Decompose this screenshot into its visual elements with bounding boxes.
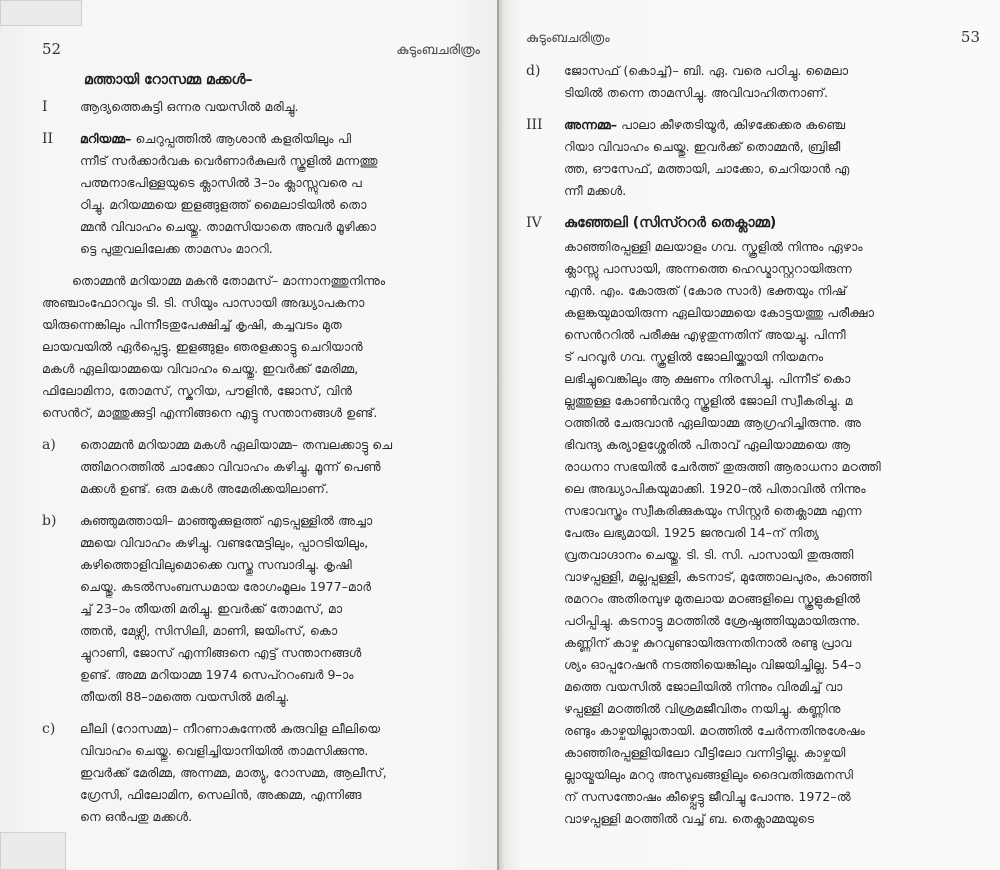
paragraph-thomas xyxy=(42,270,480,424)
text-line: ക്ലാസ്സു പാസായി, അന്നത്തെ ഹെഡ്മാസ്റ്ററായിരുന്ന xyxy=(564,261,852,276)
text-line: ന് സസന്തോഷം കീഴ്പ്പെട്ടു ജീവിച്ചു പോന്നു. 1972–ൽ xyxy=(564,789,851,804)
item-marker-b: b) xyxy=(42,513,57,529)
text-line: ത്തൻ, മേഴ്സി, സിസിലി, മാണി, ജയിംസ്, കൊ xyxy=(80,623,338,638)
text-line: കളങ്കയുമായിരുന്ന ഏലിയാമ്മയെ കോട്ടയത്തു പരീക്ഷാ xyxy=(564,305,874,320)
page-number-left: 52 xyxy=(42,40,62,58)
left-page xyxy=(0,0,498,870)
text-line: ചെയ്തു. കടൽസംബന്ധമായ രോഗംമൂലം 1977–മാർ xyxy=(80,579,372,594)
gutter-shadow xyxy=(499,0,505,870)
text-line: മത്തെ വയസിൽ ജോലിയിൽ നിന്നും വിരമിച്ച് വാ xyxy=(564,679,843,694)
text-line: രാധനാ സഭയിൽ ചേർത്ത് തുരുത്തി ആരാധനാ മഠത്തി xyxy=(564,459,881,474)
text-line: കുഞ്ഞുമത്തായി– മാഞ്ഞൂക്കുളത്ത് എടപ്പള്ളിൽ അച്ചാ xyxy=(80,513,373,528)
text-line: വിവാഹം ചെയ്തു. വെളിച്ചിയാനിയിൽ താമസിക്കുന്നു. xyxy=(80,743,369,758)
item-IV-text xyxy=(564,212,980,830)
running-head-right: കുടുംബചരിത്രം xyxy=(526,31,610,46)
text-line xyxy=(80,128,480,150)
item-c xyxy=(42,718,480,828)
item-marker-II: II xyxy=(42,131,54,147)
text-line: ഴപ്പള്ളി മഠത്തിൽ വിശ്രമജീവിതം നയിച്ചു. കണ്ണിനു xyxy=(564,701,841,716)
text-line: സഭാവസ്ത്രം സ്വീകരിക്കുകയും സിസ്റ്റർ തെക്ലാമ്മ എന്ന xyxy=(564,503,862,518)
item-marker-d: d) xyxy=(526,63,541,79)
item-III-text xyxy=(564,114,980,202)
text-line: ച്ച് 23–ാം തീയതി മരിച്ചു. ഇവർക്ക് തോമസ്, മാ xyxy=(80,601,343,616)
text-line: മകൾ ഏലിയാമ്മയെ വിവാഹം ചെയ്തു. ഇവർക്ക് മേരിമ്മ, xyxy=(42,361,359,376)
text-line: ത്ത, ഔസേഫ്, മത്തായി, ചാക്കോ, ചെറിയാൻ എ xyxy=(564,161,850,176)
paragraph-thomas-text xyxy=(42,270,480,424)
text-line: ഗ്രേസി, ഫിലോമിന, സെലിൻ, അക്കമ്മ, എന്നിങ്ങ xyxy=(80,787,362,802)
item-II-text xyxy=(80,128,480,260)
library-stamp-mark-bottom xyxy=(0,832,66,870)
text-line: പത്മനാഭപിള്ളയുടെ ക്ലാസിൽ 3–ാം ക്ലാസ്സുവരെ പ xyxy=(80,175,362,190)
text-line: വാഴപ്പള്ളി മഠത്തിൽ വച്ച് ബ. തെക്ലാമ്മയുടെ xyxy=(564,811,815,826)
text-line-content: ചെറുപ്പത്തിൽ ആശാൻ കളരിയിലും പി xyxy=(135,131,352,146)
right-page-header xyxy=(526,28,980,46)
text-line: ല്ലത്തുള്ള കോൺവൻറു സ്കൂളിൽ ജോലി സ്വീകരിച്ചു. മ xyxy=(564,393,853,408)
text-line: ട്ടെ പുതുവലിലേക്ക താമസം മാററി. xyxy=(80,241,273,256)
text-line: മ്മൻ വിവാഹം ചെയ്തു. താമസിയാതെ അവർ മൂഴിക്കാ xyxy=(80,219,377,234)
text-line: ലീലി (റോസമ്മ)– നീറണാകുന്നേൽ കുരുവിള ലീലിയെ xyxy=(80,721,381,736)
text-line: വ്രതവാഗ്ദാനം ചെയ്തു. ടി. ടി. സി. പാസായി തുരുത്തി xyxy=(564,547,854,562)
text-line: കഴിത്തൊളിവിലുമൊക്കെ വസ്തു സമ്പാദിച്ചു. കൃഷി xyxy=(80,557,352,572)
text-line: രമററം അതിരമ്പുഴ മുതലായ മഠങ്ങളിലെ സ്കൂളുകളിൽ xyxy=(564,591,861,606)
text-line: തൊമ്മൻ മറിയാമ്മ മകൻ തോമസ്– മാന്നാനത്തുനിന്നും xyxy=(72,273,386,288)
text-line: ല്ലായ്മയിലും മററു അസുഖങ്ങളിലും ദൈവതിരുമനസി xyxy=(564,767,853,782)
item-b xyxy=(42,510,480,708)
text-line: തീയതി 88–ാമത്തെ വയസിൽ മരിച്ചു. xyxy=(80,689,290,704)
page-number-right: 53 xyxy=(960,28,980,46)
item-d-text xyxy=(564,60,980,104)
text-line: കാഞ്ഞിരപ്പള്ളിയിലോ വീട്ടിലോ വന്നിട്ടില്ല. കാഴ്ചയി xyxy=(564,745,846,760)
text-line: ജോസഫ് (കൊച്ച്)– ബി. ഏ. വരെ പഠിച്ചു. മൈലാ xyxy=(564,63,849,78)
text-line-content: പാലാ കീഴതടിയൂർ, കിഴക്കേക്കര കഞ്ചെ xyxy=(621,117,846,132)
text-line: ട് പറവൂർ ഗവ. സ്കൂളിൽ ജോലിയ്ക്കായി നിയമനം xyxy=(564,349,824,364)
text-line xyxy=(564,114,980,136)
text-line: കണ്ണിന് കാഴ്ച കുറവുണ്ടായിരുന്നതിനാൽ രണ്ടു പ്രാവ xyxy=(564,635,852,650)
library-stamp-mark xyxy=(0,0,82,26)
item-a xyxy=(42,434,480,500)
item-I xyxy=(42,96,480,118)
text-line: കാഞ്ഞിരപ്പള്ളി മലയാളം ഗവ. സ്കൂളിൽ നിന്നും ഏഴാം xyxy=(564,239,863,254)
right-page xyxy=(498,0,1000,870)
item-I-text xyxy=(80,96,480,118)
text-line: ലഭിച്ചുവെങ്കിലും ആ ക്ഷണം നിരസിച്ചു. പിന്നീട് കൊ xyxy=(564,371,851,386)
item-II xyxy=(42,128,480,260)
left-page-header xyxy=(42,40,480,58)
text-line: ആദ്യത്തെകുട്ടി ഒന്നര വയസിൽ മരിച്ചു. xyxy=(80,99,299,114)
text-line: റിയാ വിവാഹം ചെയ്തു. ഇവർക്ക് തൊമ്മൻ, ബ്രിജീ xyxy=(564,139,841,154)
text-line: വാഴപ്പള്ളി, മല്ലപ്പള്ളി, കടനാട്, മുത്തോലപുരം, കാഞ്ഞി xyxy=(564,569,872,584)
text-line: ഉണ്ട്. അമ്മ മറിയാമ്മ 1974 സെപ്ററംബർ 9–ാം xyxy=(80,667,354,682)
item-marker-c: c) xyxy=(42,721,56,737)
text-line: ഫിലോമിനാ, തോമസ്, സ്കറിയ, പൗളിൻ, ജോസ്, വിൻ xyxy=(42,383,353,398)
running-head-left: കുടുംബചരിത്രം xyxy=(396,43,480,58)
text-line: ശ്യം ഓപ്പറേഷൻ നടത്തിയെങ്കിലും വിജയിച്ചില്ല. 54–ാ xyxy=(564,657,861,672)
item-III xyxy=(526,114,980,202)
text-line: സെൻറ്, മാത്തുക്കുട്ടി എന്നിങ്ങനെ എട്ടു സന്താനങ്ങൾ ഉണ്ട്. xyxy=(42,405,378,420)
item-a-text xyxy=(80,434,480,500)
person-name: അന്നമ്മ– xyxy=(564,117,618,132)
item-IV-heading: കുഞ്ഞേലി (സിസ്ററർ തെക്ലാമ്മ) xyxy=(564,215,777,231)
text-line: ലായവയിൽ ഏർപ്പെട്ടു. ഇളങ്ങുളം ഞരളക്കാട്ടു ചെറിയാൻ xyxy=(42,339,363,354)
item-d xyxy=(526,60,980,104)
item-marker-a: a) xyxy=(42,437,56,453)
text-line: ടിയിൽ തന്നെ താമസിച്ചു. അവിവാഹിതനാണ്. xyxy=(564,85,829,100)
text-line: സെൻററിൽ പരീക്ഷ എഴുതുന്നതിന് അയച്ചു. പിന്നീ xyxy=(564,327,846,342)
item-marker-IV: IV xyxy=(526,215,542,231)
item-marker-I: I xyxy=(42,99,48,115)
text-line: ഭിവന്ദ്യ കര്യാളശ്ശേരിൽ പിതാവ് ഏലിയാമ്മയെ ആ xyxy=(564,437,851,452)
item-IV xyxy=(526,212,980,830)
text-line: പഠിപ്പിച്ചു. കടനാട്ടു മഠത്തിൽ ശ്രേഷ്ഠത്തിയുമായിരുന്നു. xyxy=(564,613,860,628)
text-line: ന്നീ മക്കൾ. xyxy=(564,183,627,198)
text-line: എൻ. എം. കോരുത് (കോര സാർ) ഭക്തയും നിഷ് xyxy=(564,283,847,298)
text-line: ത്തിമററത്തിൽ ചാക്കോ വിവാഹം കഴിച്ചു. മൂന്ന് പെൺ xyxy=(80,459,381,474)
text-line: യിരുന്നെങ്കിലും പിന്നീടതുപേക്ഷിച്ച് കൃഷി, കച്ചവടം മുത xyxy=(42,317,342,332)
text-line: ച്ചുറാണി, ജോസ് എന്നിങ്ങനെ എട്ട് സന്താനങ്ങൾ xyxy=(80,645,362,660)
text-line: അഞ്ചാംഫോറവും ടി. ടി. സിയും പാസായി അദ്ധ്യാപകനാ xyxy=(42,295,365,310)
text-line: ഠിച്ചു. മറിയമ്മയെ ഇളങ്ങുളത്ത് മൈലാടിയിൽ തൊ xyxy=(80,197,367,212)
person-name: മറിയമ്മ– xyxy=(80,131,132,146)
text-line: ഠത്തിൽ ചേരുവാൻ ഏലിയാമ്മ ആഗ്രഹിച്ചിരുന്നു. അ xyxy=(564,415,861,430)
text-line: ന്നീട് സർക്കാർവക വെർണാർകുലർ സ്കൂളിൽ മന്നത്തു xyxy=(80,153,378,168)
item-marker-III: III xyxy=(526,117,543,133)
text-line: ലെ അദ്ധ്യാപികയുമാക്കി. 1920–ൽ പിതാവിൽ നിന്നും xyxy=(564,481,866,496)
text-line: ഇവർക്ക് മേരിമ്മ, അന്നമ്മ, മാത്യു, റോസമ്മ, ആലീസ്, xyxy=(80,765,387,780)
item-c-text xyxy=(80,718,480,828)
section-heading: മത്തായി റോസമ്മ മക്കൾ– xyxy=(84,72,253,88)
item-b-text xyxy=(80,510,480,708)
text-line: തൊമ്മൻ മറിയാമ്മ മകൾ ഏലിയാമ്മ– തമ്പലക്കാട്ടു ചെ xyxy=(80,437,393,452)
text-line: രണ്ടും കാഴ്ചയില്ലാതായി. മഠത്തിൽ ചേർന്നതിനുശേഷം xyxy=(564,723,865,738)
text-line: മക്കൾ ഉണ്ട്. ഒരു മകൾ അമേരിക്കയിലാണ്. xyxy=(80,481,329,496)
text-line: പേരും ലഭ്യമായി. 1925 ജനുവരി 14–ന് നിത്യ xyxy=(564,525,819,540)
text-line: നെ ഒൻപതു മക്കൾ. xyxy=(80,809,193,824)
text-line: മ്മയെ വിവാഹം കഴിച്ചു. വണ്ടന്മേട്ടിലും, പ്പാറടിയിലും, xyxy=(80,535,369,550)
